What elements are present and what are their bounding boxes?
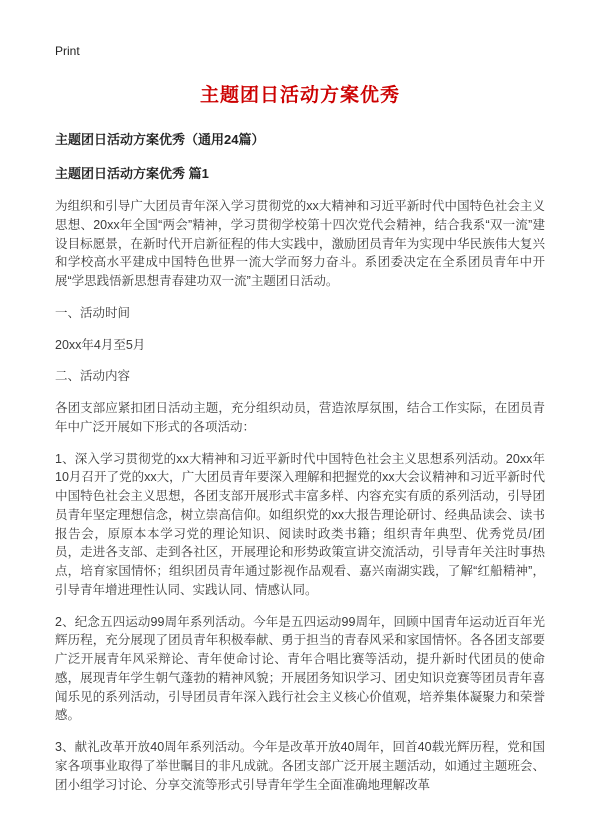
activity-item-3: 3、献礼改革开放40周年系列活动。今年是改革开放40周年，回首40载光辉历程，党和国家各项事业取得了举世瞩目的非凡成就。各团支部广泛开展主题活动，如通过主题班会、团小组学习讨论、分享交流等形式引导青年学生全面准确地理解改革 (55, 740, 545, 792)
time-heading: 一、活动时间 (55, 305, 131, 320)
document-subtitle: 主题团日活动方案优秀（通用24篇） (55, 132, 265, 147)
section-heading-part1: 主题团日活动方案优秀 篇1 (55, 166, 209, 181)
content-heading: 二、活动内容 (55, 369, 131, 384)
time-value: 20xx年4月至5月 (55, 337, 146, 352)
document-title: 主题团日活动方案优秀 (199, 85, 400, 106)
activity-item-2: 2、纪念五四运动99周年系列活动。今年是五四运动99周年，回顾中国青年运动近百年光辉历程，充分展现了团员青年积极奉献、勇于担当的青春风采和家国情怀。各各团支部要广泛开展青年风采辩论、青年使命讨论、青年合唱比赛等活动，提升新时代团员的使命感，展现青年学生朝气蓬勃的精神风貌；开展团务知识学习、团史知识竞赛等团员青年喜闻乐见的系列活动，引导团员青年深入践行社会主义核心价值观，培养集体凝聚力和荣誉感。 (55, 614, 545, 723)
intro-paragraph: 为组织和引导广大团员青年深入学习贯彻党的xx大精神和习近平新时代中国特色社会主义思想、20xx年全国“两会”精神，学习贯彻学校第十四次党代会精神，结合我系“双一流”建设目标愿景，在新时代开启新征程的伟大实践中，激励团员青年为实现中华民族伟大复兴和学校高水平建成中国特色世界一流大学而努力奋斗。系团委决定在全系团员青年中开展“学思践悟新思想青春建功双一流”主题团日活动。 (55, 199, 545, 288)
content-intro-paragraph: 各团支部应紧扣团日活动主题，充分组织动员，营造浓厚氛围，结合工作实际，在团员青年中广泛开展如下形式的各项活动： (55, 401, 545, 434)
activity-item-1: 1、深入学习贯彻党的xx大精神和习近平新时代中国特色社会主义思想系列活动。20xx年10月召开了党的xx大，广大团员青年要深入理解和把握党的xx大会议精神和习近平新时代中国特色社会主义思想，各团支部开展形式丰富多样、内容充实有质的系列活动，引导团员青年坚定理想信念，树立崇高信仰。如组织党的xx大报告理论研讨、经典品读会、读书报告会，原原本本学习党的理论知识、阅读时政类书籍；组织青年典型、优秀党员/团员，走进各支部、走到各社区，开展理论和形势政策宣讲交流活动，引导青年关注时事热点，培育家国情怀；组织团员青年通过影视作品观看、嘉兴南湖实践，了解“红船精神”，引导青年增进理性认同、实践认同、情感认同。 (55, 451, 545, 597)
print-button[interactable]: Print (55, 44, 80, 58)
